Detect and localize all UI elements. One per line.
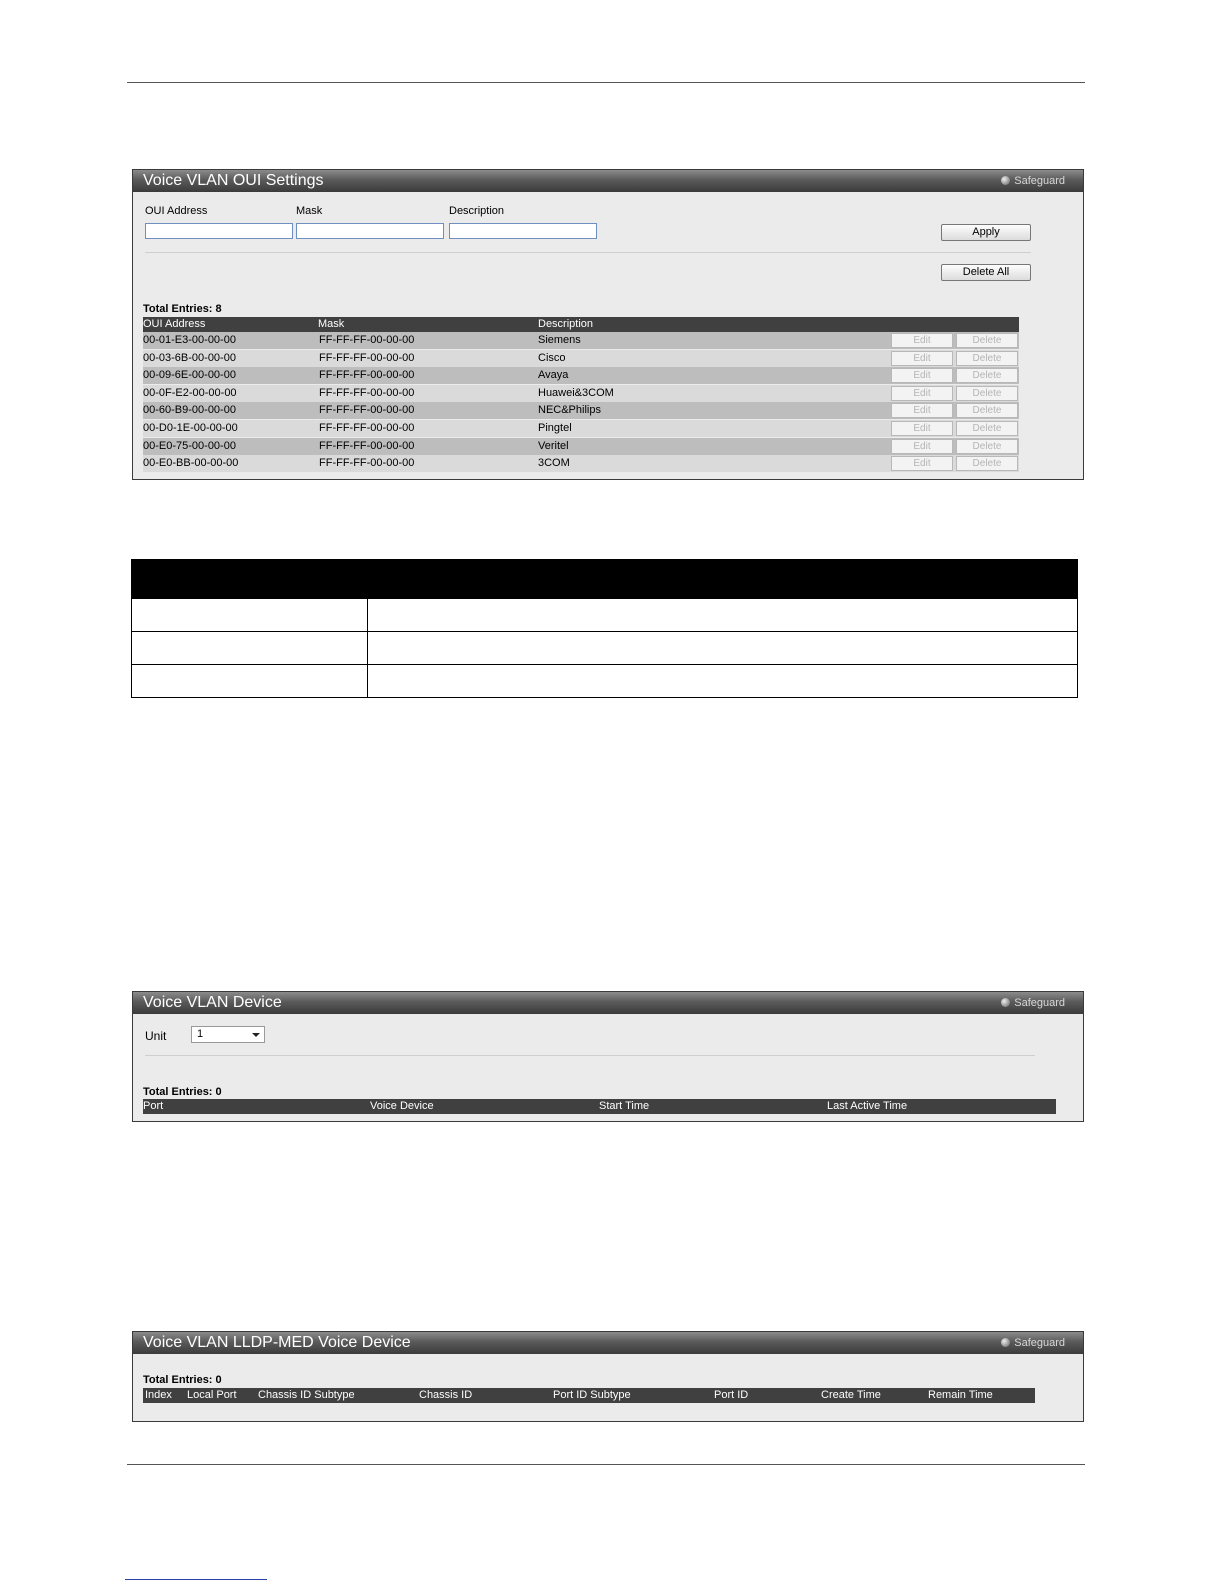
- edit-button[interactable]: Edit: [891, 386, 953, 401]
- cell-mask: FF-FF-FF-00-00-00: [319, 439, 415, 452]
- lldp-table-header: [143, 1388, 1035, 1403]
- cell-mask: FF-FF-FF-00-00-00: [319, 351, 415, 364]
- panel-title: Voice VLAN Device: [143, 994, 282, 1011]
- voice-device-panel: [132, 991, 1084, 1122]
- oui-settings-panel: [132, 169, 1084, 480]
- cell-mask: FF-FF-FF-00-00-00: [319, 457, 415, 470]
- safeguard-indicator[interactable]: Safeguard: [1001, 1336, 1065, 1350]
- total-entries: Total Entries: 8: [143, 303, 222, 315]
- cell-oui-address: 00-D0-1E-00-00-00: [143, 422, 238, 434]
- table-row: [143, 402, 1019, 419]
- unit-selected-value: 1: [197, 1028, 204, 1040]
- description-label: Description: [449, 205, 505, 217]
- oui-address-input[interactable]: [145, 223, 293, 239]
- cell-description: Huawei&3COM: [538, 386, 614, 399]
- col-create-time: Create Time: [821, 1389, 881, 1401]
- cell-description: Siemens: [538, 334, 581, 346]
- col-voice-device: Voice Device: [370, 1100, 434, 1112]
- header-rule: [127, 82, 1085, 83]
- table-row: [143, 350, 1019, 367]
- table-row: [132, 665, 1078, 698]
- table-row: [143, 455, 1019, 472]
- edit-button[interactable]: Edit: [891, 421, 953, 436]
- delete-button[interactable]: Delete: [956, 439, 1018, 454]
- cell-mask: FF-FF-FF-00-00-00: [319, 386, 415, 399]
- footer-link-underline: [125, 1579, 267, 1580]
- oui-address-label: OUI Address: [145, 205, 208, 217]
- lldp-panel-header: [133, 1332, 1083, 1354]
- divider: [145, 1055, 1035, 1056]
- edit-button[interactable]: Edit: [891, 403, 953, 418]
- lldp-med-device-panel: [132, 1331, 1084, 1422]
- delete-button[interactable]: Delete: [956, 456, 1018, 471]
- oui-panel-header: [133, 170, 1083, 192]
- delete-button[interactable]: Delete: [956, 386, 1018, 401]
- edit-button[interactable]: Edit: [891, 333, 953, 348]
- delete-button[interactable]: Delete: [956, 368, 1018, 383]
- cell-description: Veritel: [538, 439, 569, 452]
- table-row: [143, 332, 1019, 349]
- cell-description: NEC&Philips: [538, 404, 601, 417]
- table-row: [143, 420, 1019, 437]
- total-entries: Total Entries: 0: [143, 1374, 222, 1386]
- oui-table-header: [143, 317, 1019, 332]
- col-local-port: Local Port: [187, 1389, 237, 1401]
- col-chassis-id: Chassis ID: [419, 1389, 473, 1401]
- col-port-id: Port ID: [714, 1389, 749, 1401]
- cell-oui-address: 00-09-6E-00-00-00: [143, 369, 236, 382]
- table-row: [143, 385, 1019, 402]
- chevron-down-icon: [252, 1033, 260, 1037]
- parameter-description-table: [131, 559, 1078, 698]
- cell-description: Cisco: [538, 351, 566, 364]
- col-mask: Mask: [318, 318, 345, 330]
- panel-title: Voice VLAN LLDP-MED Voice Device: [143, 1334, 411, 1351]
- cell-mask: FF-FF-FF-00-00-00: [319, 369, 415, 382]
- cell-description: Avaya: [538, 369, 569, 382]
- cell-oui-address: 00-E0-BB-00-00-00: [143, 457, 239, 470]
- delete-button[interactable]: Delete: [956, 421, 1018, 436]
- cell-oui-address: 00-E0-75-00-00-00: [143, 439, 236, 452]
- divider: [145, 252, 1031, 253]
- safeguard-icon: [1001, 998, 1010, 1007]
- col-description: Description: [538, 318, 594, 330]
- col-start-time: Start Time: [599, 1100, 650, 1112]
- safeguard-indicator[interactable]: Safeguard: [1001, 174, 1065, 188]
- description-input[interactable]: [449, 223, 597, 239]
- total-entries: Total Entries: 0: [143, 1086, 222, 1098]
- table-row: [132, 599, 1078, 632]
- cell-description: 3COM: [538, 457, 570, 470]
- cell-oui-address: 00-03-6B-00-00-00: [143, 351, 236, 364]
- edit-button[interactable]: Edit: [891, 456, 953, 471]
- delete-button[interactable]: Delete: [956, 351, 1018, 366]
- edit-button[interactable]: Edit: [891, 368, 953, 383]
- safeguard-icon: [1001, 176, 1010, 185]
- col-oui-address: OUI Address: [143, 318, 206, 330]
- cell-oui-address: 00-01-E3-00-00-00: [143, 334, 236, 346]
- table-header-row: [132, 560, 1078, 599]
- mask-label: Mask: [296, 205, 323, 217]
- table-row: [143, 438, 1019, 455]
- cell-oui-address: 00-60-B9-00-00-00: [143, 404, 236, 417]
- col-index: Index: [145, 1389, 172, 1401]
- col-port-id-subtype: Port ID Subtype: [553, 1389, 631, 1401]
- unit-select[interactable]: [191, 1026, 265, 1043]
- table-row: [143, 367, 1019, 384]
- apply-button[interactable]: Apply: [941, 224, 1031, 241]
- col-last-active-time: Last Active Time: [827, 1100, 908, 1112]
- col-chassis-id-subtype: Chassis ID Subtype: [258, 1389, 355, 1401]
- device-table-header: [143, 1099, 1056, 1114]
- col-port: Port: [143, 1100, 164, 1112]
- cell-description: Pingtel: [538, 422, 572, 434]
- cell-oui-address: 00-0F-E2-00-00-00: [143, 386, 237, 399]
- delete-button[interactable]: Delete: [956, 333, 1018, 348]
- mask-input[interactable]: [296, 223, 444, 239]
- cell-mask: FF-FF-FF-00-00-00: [319, 334, 415, 346]
- safeguard-indicator[interactable]: Safeguard: [1001, 996, 1065, 1010]
- cell-mask: FF-FF-FF-00-00-00: [319, 404, 415, 417]
- unit-label: Unit: [145, 1029, 167, 1043]
- edit-button[interactable]: Edit: [891, 351, 953, 366]
- delete-button[interactable]: Delete: [956, 403, 1018, 418]
- cell-mask: FF-FF-FF-00-00-00: [319, 422, 415, 434]
- col-remain-time: Remain Time: [928, 1389, 993, 1401]
- footer-rule: [127, 1464, 1085, 1465]
- device-panel-header: [133, 992, 1083, 1014]
- edit-button[interactable]: Edit: [891, 439, 953, 454]
- panel-title: Voice VLAN OUI Settings: [143, 172, 324, 189]
- safeguard-icon: [1001, 1338, 1010, 1347]
- table-row: [132, 632, 1078, 665]
- delete-all-button[interactable]: Delete All: [941, 264, 1031, 281]
